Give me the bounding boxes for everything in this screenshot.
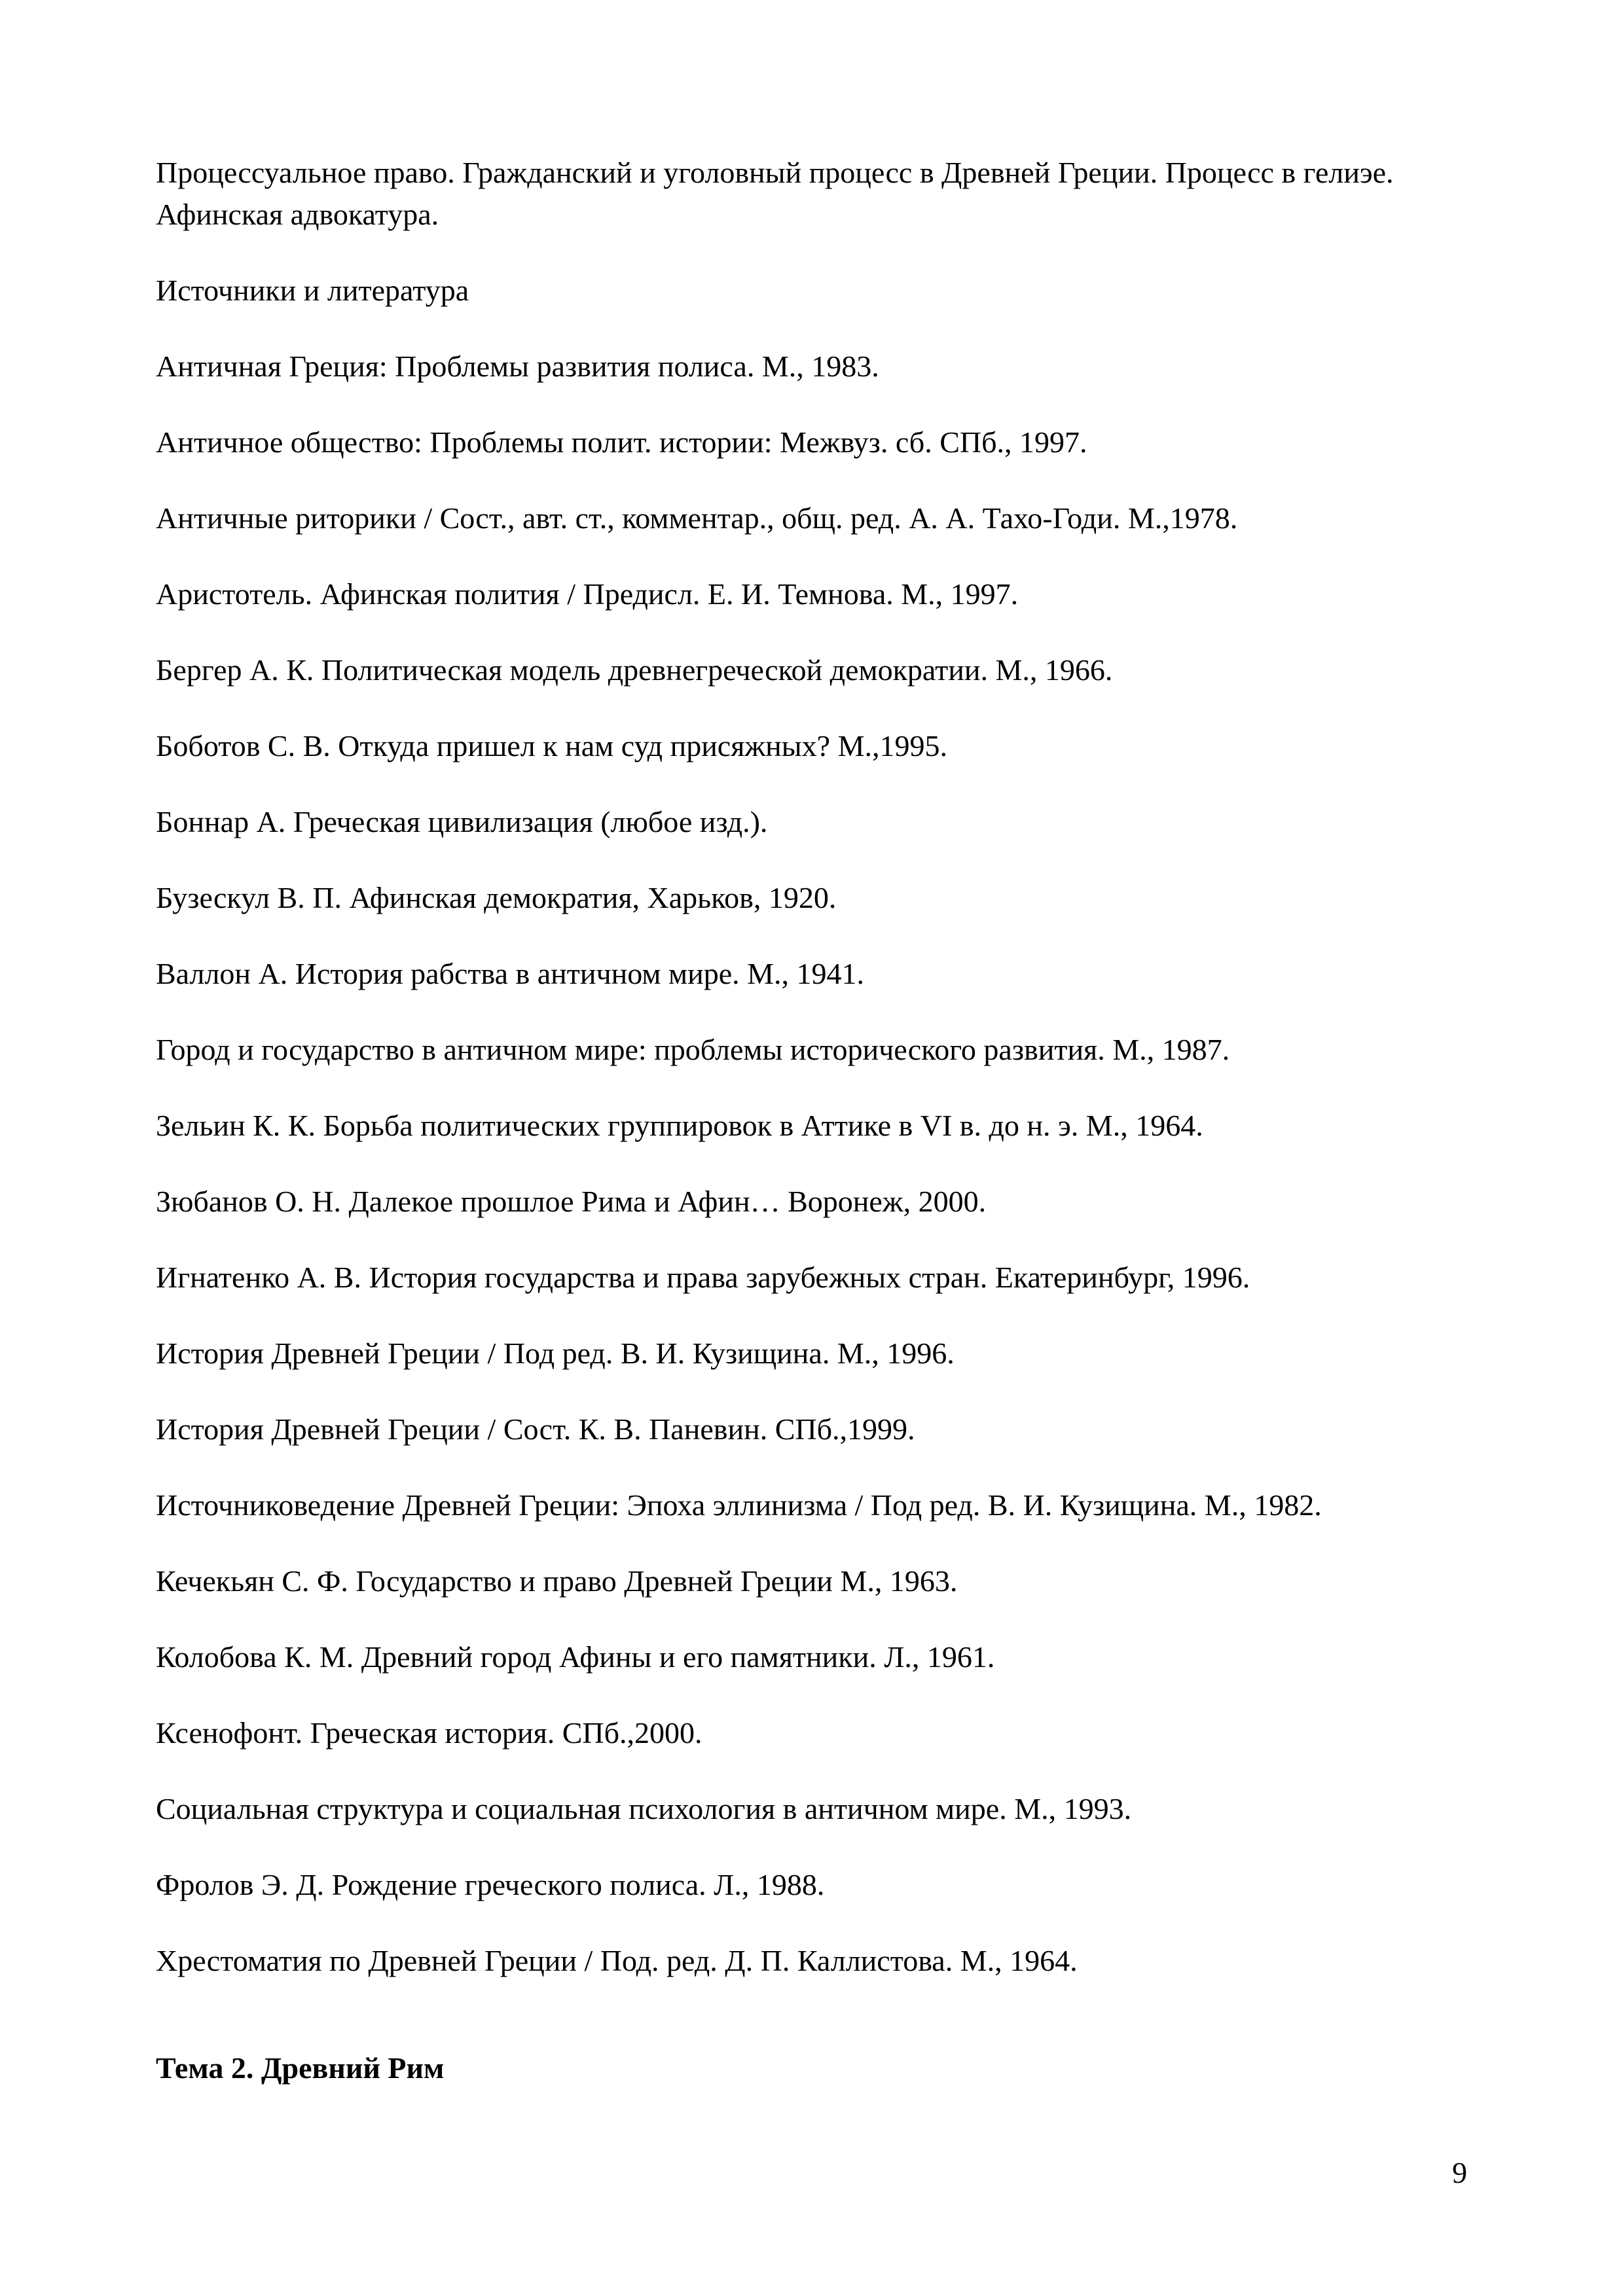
reference-item: Колобова К. М. Древний город Афины и его памятники. Л., 1961. [156,1640,995,1674]
reference-item: Бергер А. К. Политическая модель древнегреческой демократии. М., 1966. [156,653,1113,687]
reference-item: Фролов Э. Д. Рождение греческого полиса. Л., 1988. [156,1868,825,1901]
intro-paragraph: Процессуальное право. Гражданский и уголовный процесс в Древней Греции. Процесс в гелиэе. Афинская адвокатура. [156,156,1394,231]
reference-item: Боннар А. Греческая цивилизация (любое изд.). [156,805,768,838]
reference-item: История Древней Греции / Под ред. В. И. Кузищина. М., 1996. [156,1336,955,1370]
reference-item: Хрестоматия по Древней Греции / Под. ред. Д. П. Каллистова. М., 1964. [156,1944,1078,1977]
reference-item: Античное общество: Проблемы полит. истории: Межвуз. сб. СПб., 1997. [156,425,1087,459]
reference-item: Ксенофонт. Греческая история. СПб.,2000. [156,1716,702,1749]
reference-item: Аристотель. Афинская полития / Предисл. Е. И. Темнова. М., 1997. [156,577,1019,611]
reference-item: Зельин К. К. Борьба политических группировок в Аттике в VI в. до н. э. М., 1964. [156,1109,1203,1142]
reference-item: Социальная структура и социальная психология в античном мире. М., 1993. [156,1792,1132,1825]
reference-item: Античные риторики / Сост., авт. ст., комментар., общ. ред. А. А. Тахо-Годи. М.,1978. [156,501,1238,535]
reference-item: Источниковедение Древней Греции: Эпоха эллинизма / Под ред. В. И. Кузищина. М., 1982. [156,1488,1322,1522]
page-number: 9 [1452,2156,1467,2189]
reference-item: История Древней Греции / Сост. К. В. Паневин. СПб.,1999. [156,1412,915,1446]
reference-item: Город и государство в античном мире: проблемы исторического развития. М., 1987. [156,1033,1230,1066]
reference-item: Валлон А. История рабства в античном мире. М., 1941. [156,957,865,990]
reference-item: Кечекьян С. Ф. Государство и право Древней Греции М., 1963. [156,1564,958,1598]
reference-item: Боботов С. В. Откуда пришел к нам суд присяжных? М.,1995. [156,729,948,762]
topic-heading: Тема 2. Древний Рим [156,2051,445,2085]
reference-item: Античная Греция: Проблемы развития полиса. М., 1983. [156,350,879,383]
sources-heading: Источники и литература [156,274,469,307]
reference-item: Бузескул В. П. Афинская демократия, Харьков, 1920. [156,881,837,914]
reference-item: Зюбанов О. Н. Далекое прошлое Рима и Афин… Воронеж, 2000. [156,1185,987,1218]
reference-item: Игнатенко А. В. История государства и права зарубежных стран. Екатеринбург, 1996. [156,1261,1250,1294]
